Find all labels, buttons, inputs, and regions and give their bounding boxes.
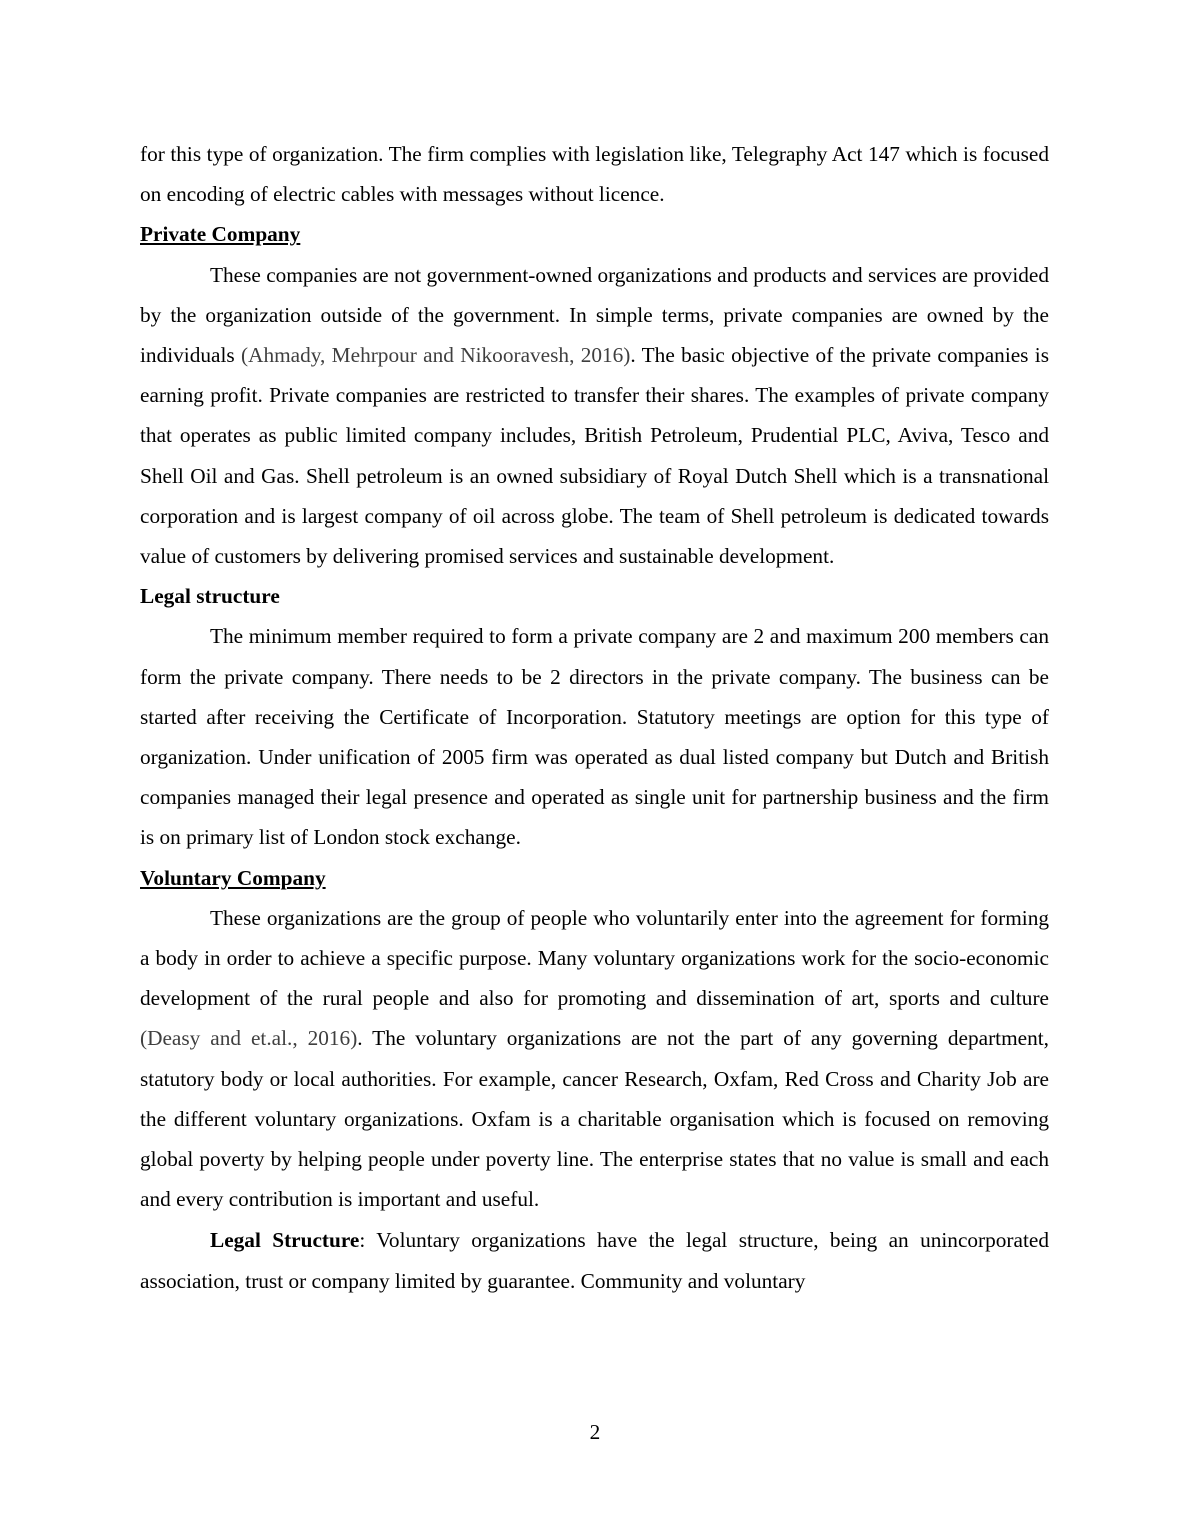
voluntary-legal-structure-colon: : [359,1228,366,1253]
voluntary-company-paragraph [140,898,1049,1220]
document-page [140,134,1049,1301]
voluntary-company-text-b: . The voluntary organizations are not the part of any governing department, statutory body or local authorities. For example, cancer Research, Oxfam, Red Cross and Charity Job are the different voluntary organizations. Oxfam is a charitable organisation which is focused on removing global poverty by helping people under poverty line. The enterprise states that no value is small and each and every contribution is important and useful. [140,1026,1049,1212]
voluntary-legal-structure-text: Voluntary organizations have the legal structure, being an unincorporated association, trust or company limited by guarantee. Community and voluntary [140,1228,1049,1293]
voluntary-company-heading: Voluntary Company [140,865,326,890]
citation-ahmady: (Ahmady, Mehrpour and Nikooravesh, 2016) [240,343,631,368]
voluntary-company-text-a: These organizations are the group of people who voluntarily enter into the agreement for forming a body in order to achieve a specific purpose. Many voluntary organizations work for the socio-economic development of the rural people and also for promoting and dissemination of art, sports and culture [140,905,1049,1011]
voluntary-legal-structure-paragraph [140,1220,1049,1300]
private-company-text-b: . The basic objective of the private companies is earning profit. Private companies are restricted to transfer their shares. The examples of private company that operates as public limited company includes, British Petroleum, Prudential PLC, Aviva, Tesco and Shell Oil and Gas. Shell petroleum is an owned subsidiary of Royal Dutch Shell which is a transnational corporation and is largest company of oil across globe. The team of Shell petroleum is dedicated towards value of customers by delivering promised services and sustainable development. [140,343,1049,569]
legal-structure-heading: Legal structure [140,584,280,609]
page-number: 2 [589,1420,601,1444]
private-company-paragraph [140,255,1049,577]
private-company-text-a: These companies are not government-owned organizations and products and services are provided by the organization outside of the government. In simple terms, private companies are owned by the individuals [140,262,1049,368]
legal-structure-paragraph: The minimum member required to form a private company are 2 and maximum 200 members can form the private company. There needs to be 2 directors in the private company. The business can be started after receiving the Certificate of Incorporation. Statutory meetings are option for this type of organization. Under unification of 2005 firm was operated as dual listed company but Dutch and British companies managed their legal presence and operated as single unit for partnership business and the firm is on primary list of London stock exchange. [140,624,1049,850]
voluntary-legal-structure-label: Legal Structure [210,1228,360,1253]
citation-deasy: (Deasy and et.al., 2016) [140,1026,358,1051]
intro-paragraph: for this type of organization. The firm complies with legislation like, Telegraphy Act 147 which is focused on encoding of electric cables with messages without licence. [140,142,1049,207]
private-company-heading: Private Company [140,222,301,247]
